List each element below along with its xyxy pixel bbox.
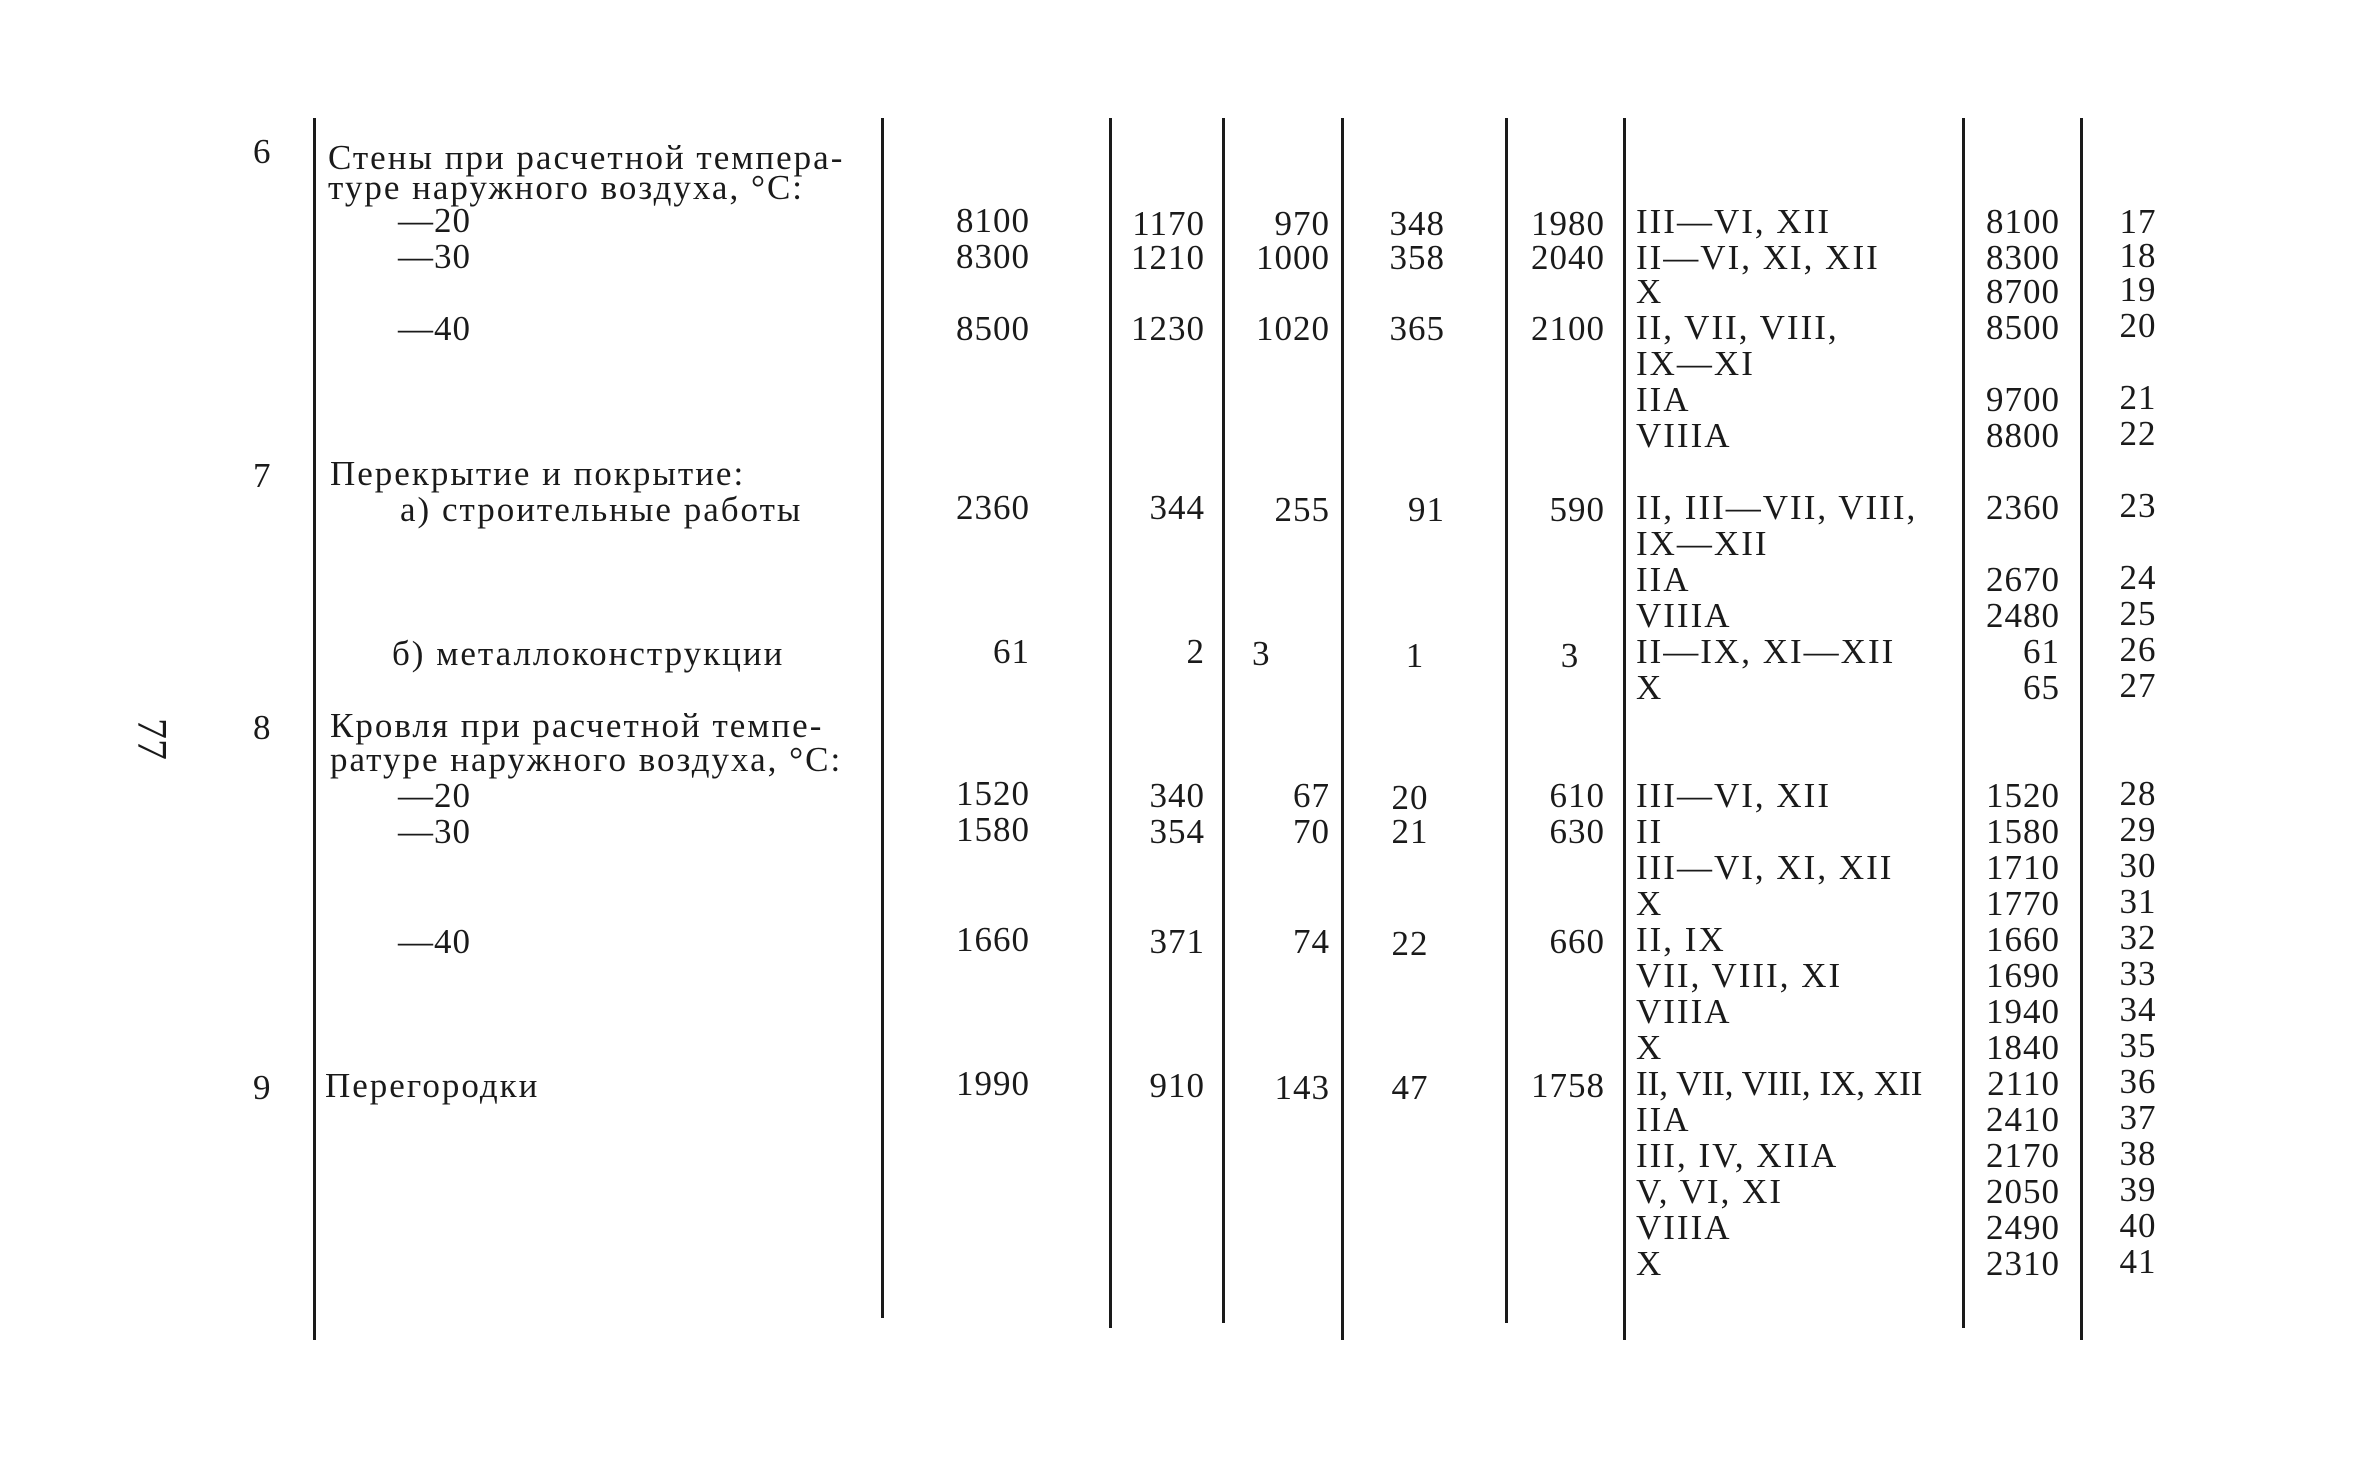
region-cell: IIA [1636,380,1691,419]
value-cell: 1170 [1132,204,1205,243]
region-cell: X [1636,1244,1664,1283]
region-value: 2110 [1987,1064,2060,1103]
subrow-label: —30 [398,237,471,276]
value-cell: 340 [1149,776,1205,815]
index-cell: 29 [2119,810,2157,849]
region-value: 1710 [1986,848,2060,887]
subrow-label: —40 [398,922,471,961]
value-cell: 2100 [1531,309,1605,348]
region-value: 2170 [1986,1136,2060,1175]
table-rule-1 [881,118,884,1318]
region-cell: VIIIA [1636,416,1732,455]
region-value: 2480 [1986,596,2060,635]
value-cell: 1000 [1256,238,1330,277]
value-cell: 1520 [956,774,1030,813]
table-rule-8 [2080,118,2083,1340]
region-cell: IX—XI [1636,344,1755,383]
region-value: 8100 [1986,202,2060,241]
region-value: 8300 [1986,238,2060,277]
region-cell: X [1636,668,1664,707]
index-cell: 25 [2119,594,2157,633]
value-cell: 910 [1149,1066,1205,1105]
region-cell: III, IV, XIIA [1636,1136,1839,1175]
value-cell: 21 [1391,812,1429,851]
region-value: 8800 [1986,416,2060,455]
table-rule-5 [1505,118,1508,1323]
region-value: 8700 [1986,272,2060,311]
region-cell: IIA [1636,1100,1691,1139]
value-cell: 354 [1149,812,1205,851]
table-rule-left [313,118,316,1340]
region-value: 2490 [1986,1208,2060,1247]
index-cell: 30 [2119,846,2157,885]
region-value: 1580 [1986,812,2060,851]
row-title-line: Перекрытие и покрытие: [330,454,746,493]
region-cell: II—IX, XI—XII [1636,632,1896,671]
value-cell: 74 [1293,922,1330,961]
index-cell: 22 [2119,414,2157,453]
value-cell: 610 [1549,776,1605,815]
region-value: 1690 [1986,956,2060,995]
value-cell: 970 [1274,204,1330,243]
value-cell: 1230 [1131,309,1205,348]
value-cell: 1580 [956,810,1030,849]
value-cell: 1980 [1531,204,1605,243]
table-rule-3 [1222,118,1225,1323]
index-cell: 33 [2119,954,2157,993]
index-cell: 32 [2119,918,2157,957]
row-title-line: туре наружного воздуха, °С: [328,168,805,207]
region-value: 1520 [1986,776,2060,815]
index-cell: 28 [2119,774,2157,813]
table-rule-2 [1109,118,1112,1328]
value-cell: 660 [1549,922,1605,961]
index-cell: 36 [2119,1062,2157,1101]
index-cell: 23 [2119,486,2157,525]
subrow-label: а) строительные работы [400,490,803,529]
value-cell: 91 [1408,490,1445,529]
value-cell: 1758 [1531,1066,1605,1105]
region-cell: III—VI, XI, XII [1636,848,1894,887]
value-cell: 365 [1389,309,1445,348]
value-cell: 2360 [956,488,1030,527]
value-cell: 630 [1549,812,1605,851]
index-cell: 17 [2119,202,2157,241]
index-cell: 34 [2119,990,2157,1029]
region-cell: II—VI, XI, XII [1636,238,1880,277]
index-cell: 19 [2119,270,2157,309]
region-value: 2410 [1986,1100,2060,1139]
index-cell: 38 [2119,1134,2157,1173]
index-cell: 21 [2119,378,2157,417]
region-value: 2360 [1986,488,2060,527]
region-value: 2670 [1986,560,2060,599]
index-cell: 24 [2119,558,2157,597]
region-value: 65 [2023,668,2060,707]
value-cell: 8300 [956,237,1030,276]
region-cell: IX—XII [1636,524,1769,563]
value-cell: 1210 [1131,238,1205,277]
index-cell: 37 [2119,1098,2157,1137]
region-value: 1940 [1986,992,2060,1031]
region-cell: II, IX [1636,920,1726,959]
region-cell: X [1636,884,1664,923]
row-number: 6 [253,132,272,171]
region-value: 1660 [1986,920,2060,959]
value-cell: 371 [1149,922,1205,961]
value-cell: 143 [1274,1068,1330,1107]
subrow-label: —40 [398,309,471,348]
region-cell: X [1636,272,1664,311]
value-cell: 67 [1293,776,1330,815]
region-value: 2310 [1986,1244,2060,1283]
region-value: 1770 [1986,884,2060,923]
value-cell: 70 [1293,812,1330,851]
value-cell: 2040 [1531,238,1605,277]
region-cell: II [1636,812,1664,851]
region-value: 61 [2023,632,2060,671]
value-cell: 3 [1252,634,1271,673]
index-cell: 39 [2119,1170,2157,1209]
index-cell: 18 [2119,236,2157,275]
value-cell: 8100 [956,201,1030,240]
value-cell: 348 [1389,204,1445,243]
index-cell: 41 [2119,1242,2157,1281]
region-cell: VIIIA [1636,1208,1732,1247]
row-number: 9 [253,1068,272,1107]
region-cell: VIIIA [1636,596,1732,635]
index-cell: 27 [2119,666,2157,705]
subrow-label: —20 [398,776,471,815]
page-number: 77 [128,718,174,760]
value-cell: 1 [1405,636,1425,675]
row-title-line: Перегородки [325,1066,540,1105]
region-cell: III—VI, XII [1636,776,1831,815]
value-cell: 358 [1389,238,1445,277]
value-cell: 22 [1391,924,1429,963]
row-title-line: Стены при расчетной темпера- [328,138,845,177]
value-cell: 3 [1560,636,1580,675]
value-cell: 1660 [956,920,1030,959]
region-value: 2050 [1986,1172,2060,1211]
index-cell: 26 [2119,630,2157,669]
value-cell: 2 [1186,632,1205,671]
region-cell: X [1636,1028,1664,1067]
index-cell: 31 [2119,882,2157,921]
value-cell: 590 [1549,490,1605,529]
value-cell: 8500 [956,309,1030,348]
subrow-label: —30 [398,812,471,851]
row-number: 8 [253,708,272,747]
region-cell: VII, VIII, XI [1636,956,1843,995]
region-value: 1840 [1986,1028,2060,1067]
value-cell: 1990 [956,1064,1030,1103]
subrow-label: б) металлоконструкции [392,634,785,673]
index-cell: 20 [2119,306,2157,345]
value-cell: 1020 [1256,309,1330,348]
region-cell: V, VI, XI [1636,1172,1783,1211]
subrow-label: —20 [398,201,471,240]
table-rule-4 [1341,118,1344,1340]
region-value: 9700 [1986,380,2060,419]
region-cell: II, VII, VIII, [1636,308,1839,347]
region-value: 8500 [1986,308,2060,347]
row-title-line: Кровля при расчетной темпе- [330,706,824,745]
value-cell: 344 [1149,488,1205,527]
index-cell: 40 [2119,1206,2157,1245]
region-cell: II, III—VII, VIII, [1636,488,1918,527]
region-cell: III—VI, XII [1636,202,1831,241]
region-cell: II, VII, VIII, IX, XII [1636,1064,1923,1103]
value-cell: 20 [1391,778,1429,817]
row-title-line: ратуре наружного воздуха, °С: [330,740,843,779]
value-cell: 255 [1274,490,1330,529]
index-cell: 35 [2119,1026,2157,1065]
region-cell: IIA [1636,560,1691,599]
table-rule-6 [1623,118,1626,1340]
region-cell: VIIIA [1636,992,1732,1031]
value-cell: 47 [1391,1068,1429,1107]
row-number: 7 [253,456,272,495]
value-cell: 61 [993,632,1030,671]
